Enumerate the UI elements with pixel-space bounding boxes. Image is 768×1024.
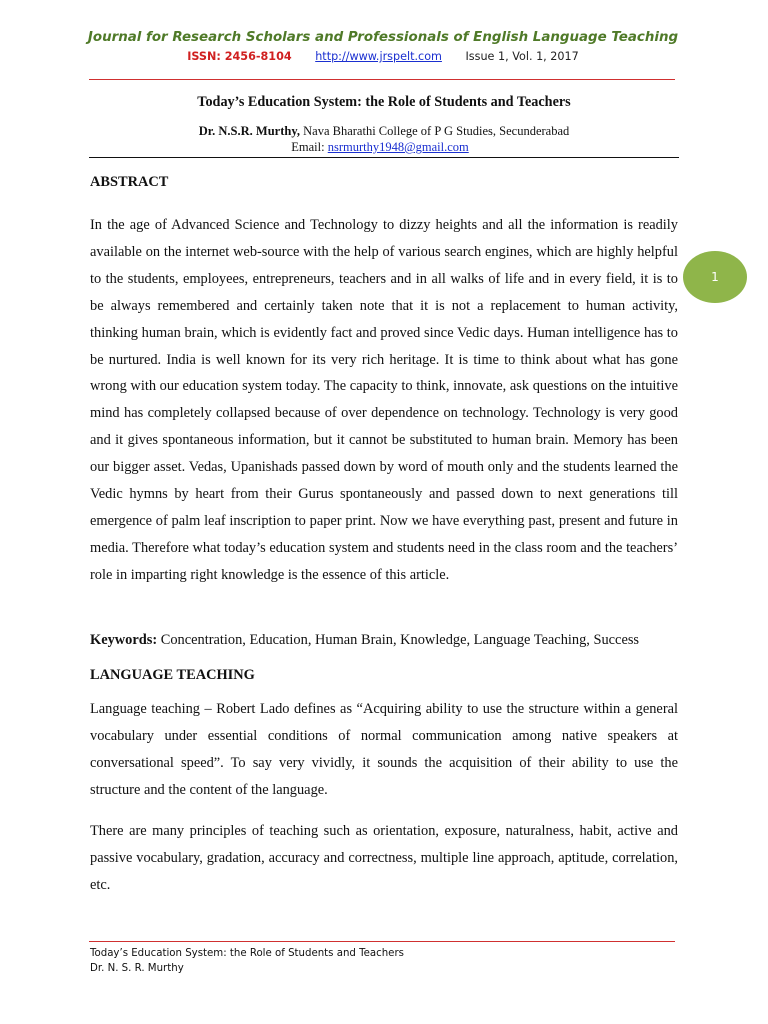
page-number-badge: 1	[683, 251, 747, 303]
section-heading: LANGUAGE TEACHING	[90, 667, 255, 683]
title-divider	[89, 157, 679, 158]
email-line	[0, 140, 760, 155]
section-paragraph-2: There are many principles of teaching such as orientation, exposure, naturalness, habit, active and passive vocabulary, gradation, accuracy and correctness, multiple line approach, aptitude, correlation, etc.	[90, 823, 678, 893]
footer-divider	[89, 941, 675, 942]
journal-info-line	[0, 50, 766, 63]
footer-article-title: Today’s Education System: the Role of Students and Teachers	[90, 948, 404, 959]
keywords-line	[90, 632, 639, 649]
footer-author: Dr. N. S. R. Murthy	[90, 963, 184, 974]
header-divider	[89, 79, 675, 80]
keywords-label: Keywords:	[90, 632, 158, 648]
email-link[interactable]: nsrmurthy1948@gmail.com	[327, 140, 469, 154]
author-name: Dr. N.S.R. Murthy,	[198, 124, 301, 138]
issue-text: Issue 1, Vol. 1, 2017	[465, 50, 579, 63]
abstract-paragraph: In the age of Advanced Science and Technology to dizzy heights and all the information is readily available on the internet web-source with the help of various search engines, which are highly helpful to the students, employees, entrepreneurs, teachers and in all walks of life and in every field, it is to be always remembered and certainly taken note that it is not a replacement to human activity, thinking human brain, which is evidently fact and proved since Vedic days. Human intelligence has to be nurtured. India is well known for its very rich heritage. It is time to think about what has gone wrong with our education system today. The capacity to think, innovate, ask questions on the intuitive mind has completely collapsed because of over dependence on technology. Technology is very good and it gives spontaneous information, but it cannot be substituted to human brain. Memory has been our bigger asset. Vedas, Upanishads passed down by word of mouth only and the students learned the Vedic hymns by heart from their Gurus spontaneously and passed down to next generations till emergence of palm leaf inscription to paper print. Now we have everything past, present and future in media. Therefore what today’s education system and students need in the class room and the teachers’ role in imparting right knowledge is the essence of this article.	[90, 217, 678, 583]
journal-url-link[interactable]: http://www.jrspelt.com	[315, 50, 442, 63]
issn-text: ISSN: 2456-8104	[187, 50, 292, 63]
section-paragraph-1: Language teaching – Robert Lado defines as “Acquiring ability to use the structure within a general vocabulary under essential conditions of normal communication among native speakers at conversational speed”. To say very vividly, it sounds the acquisition of their ability to use the structure and the content of the language.	[90, 701, 678, 798]
article-title: Today’s Education System: the Role of Students and Teachers	[197, 94, 571, 110]
keywords-text: Concentration, Education, Human Brain, Knowledge, Language Teaching, Success	[157, 632, 640, 648]
author-line	[0, 124, 768, 139]
journal-title: Journal for Research Scholars and Professionals of English Language Teaching	[87, 30, 679, 45]
email-label: Email:	[291, 140, 328, 154]
abstract-heading: ABSTRACT	[90, 174, 169, 190]
author-affiliation: Nava Bharathi College of P G Studies, Secunderabad	[300, 124, 570, 138]
